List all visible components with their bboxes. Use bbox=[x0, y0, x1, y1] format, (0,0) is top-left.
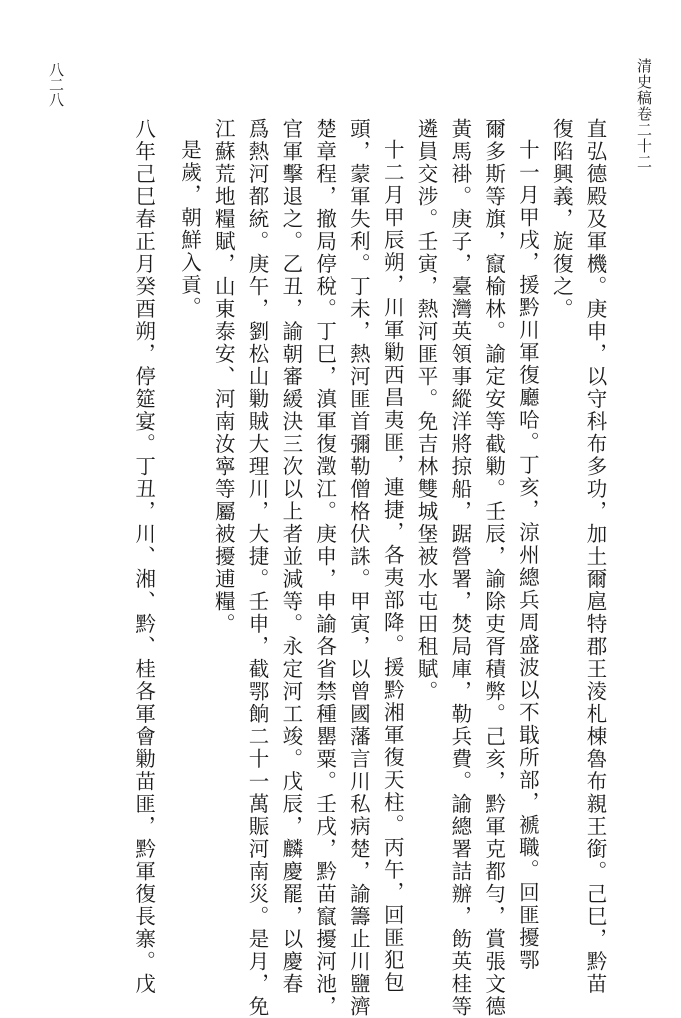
text-column-13: 是歲，朝鮮入貢。 bbox=[177, 139, 202, 319]
text-column-10: 官軍擊退之。乙丑，諭朝審緩決三次以上者並減等。永定河工竣。戊辰，麟慶罷，以慶春 bbox=[278, 118, 303, 996]
text-column-1: 直弘德殿及軍機。庚申，以守科布多功，加土爾扈特郡王淩札棟魯布親王銜。己巳，黔苗 bbox=[583, 118, 607, 996]
text-column-4: 爾多斯等旗，竄榆林。諭定安等截勦。壬辰，諭除吏胥積弊。己亥，黔軍克都勻，賞張文德 bbox=[481, 118, 506, 1018]
book-title-header: 清史稿卷二十二 bbox=[635, 58, 653, 170]
page-number: 八二八 bbox=[47, 62, 65, 107]
text-column-9: 楚章程，撤局停稅。丁巳，滇軍復澂江。庚申，申諭各省禁種罌粟。壬戌，黔苗竄擾河池， bbox=[312, 118, 337, 1018]
text-column-3: 十一月甲戌，援黔川軍復廳哈。丁亥，涼州總兵周盛波以不戢所部，褫職。回匪擾鄂 bbox=[515, 139, 540, 972]
text-column-14: 八年己巳春正月癸酉朔，停筵宴。丁丑，川、湘、黔、桂各軍會勦苗匪，黔軍復長寨。戊 bbox=[131, 118, 156, 996]
text-column-2: 復陷興義，旋復之。 bbox=[549, 118, 574, 321]
text-column-8: 頭，蒙軍失利。丁未，熱河匪首彌勒僧格伏誅。甲寅，以曾國藩言川私病楚，諭籌止川鹽濟 bbox=[346, 118, 371, 1018]
text-column-6: 遴員交涉。壬寅，熱河匪平。免吉林雙城堡被水屯田租賦。 bbox=[414, 118, 439, 703]
text-column-7: 十二月甲辰朔，川軍勦西昌夷匪，連捷，各夷部降。援黔湘軍復天柱。丙午，回匪犯包 bbox=[380, 139, 405, 994]
text-column-12: 江蘇荒地糧賦，山東泰安、河南汝寧等屬被擾逋糧。 bbox=[211, 118, 236, 636]
text-column-11: 爲熱河都統。庚午，劉松山勦賊大理川，大捷。壬申，截鄂餉二十一萬賑河南災。是月，免 bbox=[245, 118, 270, 1018]
text-body bbox=[81, 118, 611, 1018]
text-column-5: 黃馬褂。庚子，臺灣英領事縱洋將掠船，踞營署，焚局庫，勒兵費。諭總署詰辦，飭英桂等 bbox=[447, 118, 472, 1018]
